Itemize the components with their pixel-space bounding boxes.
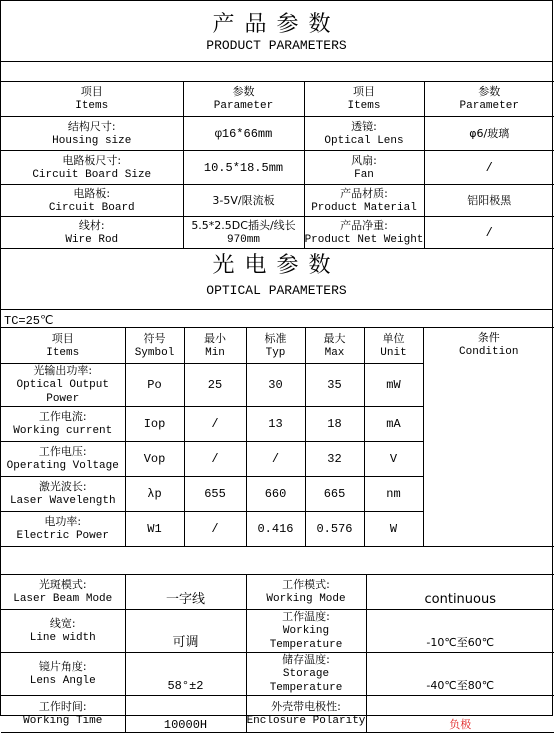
- item-cell: 工作时间: Working Time: [1, 696, 125, 733]
- mode-table: [1, 574, 554, 733]
- table-row: [1, 653, 554, 696]
- symbol-cell: Vop: [125, 442, 184, 477]
- symbol-cell: λp: [125, 477, 184, 512]
- typ-cell: 13: [246, 407, 305, 442]
- test-condition: TC=25℃: [4, 314, 54, 328]
- value-cell: 10.5*18.5mm: [183, 151, 304, 185]
- table-row: [1, 696, 554, 733]
- item-cell: 工作电压: Operating Voltage: [1, 442, 125, 477]
- typ-cell: /: [246, 442, 305, 477]
- table-row: [1, 151, 554, 185]
- value-cell: 58°±2: [125, 653, 246, 696]
- unit-cell: mA: [364, 407, 423, 442]
- product-title-en: PRODUCT PARAMETERS: [206, 38, 347, 53]
- product-table: [1, 81, 554, 249]
- max-cell: 665: [305, 477, 364, 512]
- symbol-cell: Po: [125, 364, 184, 407]
- item-cell: 镜片角度: Lens Angle: [1, 653, 125, 696]
- value-cell: φ16*66mm: [183, 117, 304, 151]
- divider: [1, 61, 552, 62]
- value-cell: 10000H: [125, 696, 246, 733]
- item-cell: 产品材质: Product Material: [304, 185, 424, 217]
- unit-cell: W: [364, 512, 423, 547]
- table-row: [1, 117, 554, 151]
- item-cell: 电路板: Circuit Board: [1, 185, 183, 217]
- item-cell: 结构尺寸: Housing size: [1, 117, 183, 151]
- item-cell: 工作温度: Working Temperature: [246, 610, 366, 653]
- item-cell: 工作电流: Working current: [1, 407, 125, 442]
- optical-table: [1, 327, 554, 547]
- item-cell: 电路板尺寸: Circuit Board Size: [1, 151, 183, 185]
- item-cell: 工作模式: Working Mode: [246, 575, 366, 610]
- item-cell: 光输出功率: Optical Output Power: [1, 364, 125, 407]
- table-header-row: [1, 82, 554, 117]
- item-cell: 光斑模式: Laser Beam Mode: [1, 575, 125, 610]
- max-cell: 0.576: [305, 512, 364, 547]
- item-cell: 线材: Wire Rod: [1, 217, 183, 249]
- item-cell: 产品净重: Product Net Weight: [304, 217, 424, 249]
- symbol-cell: Iop: [125, 407, 184, 442]
- header-cell: 项目 Items: [1, 328, 125, 364]
- unit-cell: mW: [364, 364, 423, 407]
- typ-cell: 0.416: [246, 512, 305, 547]
- min-cell: /: [184, 512, 246, 547]
- table-header-row: [1, 328, 554, 364]
- max-cell: 35: [305, 364, 364, 407]
- min-cell: 25: [184, 364, 246, 407]
- value-cell: -10℃至60℃: [366, 610, 554, 653]
- item-cell: 储存温度: Storage Temperature: [246, 653, 366, 696]
- item-cell: 透镜: Optical Lens: [304, 117, 424, 151]
- item-cell: 风扇: Fan: [304, 151, 424, 185]
- item-cell: 外壳带电极性: Enclosure Polarity: [246, 696, 366, 733]
- value-cell: continuous: [366, 575, 554, 610]
- product-title-zh: 产品参数: [212, 12, 341, 37]
- header-cell: 参数 Parameter: [424, 82, 554, 117]
- header-cell: 最小 Min: [184, 328, 246, 364]
- min-cell: /: [184, 442, 246, 477]
- item-cell: 线宽: Line width: [1, 610, 125, 653]
- header-cell: 项目 Items: [1, 82, 183, 117]
- typ-cell: 660: [246, 477, 305, 512]
- header-cell: 参数 Parameter: [183, 82, 304, 117]
- value-cell: -40℃至80℃: [366, 653, 554, 696]
- value-cell: 可调: [125, 610, 246, 653]
- header-cell: 单位 Unit: [364, 328, 423, 364]
- value-cell: /: [424, 217, 554, 249]
- polarity-value: 负极: [366, 696, 554, 733]
- typ-cell: 30: [246, 364, 305, 407]
- divider: [1, 309, 552, 310]
- min-cell: 655: [184, 477, 246, 512]
- value-cell: 5.5*2.5DC插头/线长 970mm: [183, 217, 304, 249]
- value-cell: 一字线: [125, 575, 246, 610]
- value-cell: φ6/玻璃: [424, 117, 554, 151]
- value-cell: /: [424, 151, 554, 185]
- header-cell: 符号 Symbol: [125, 328, 184, 364]
- header-cell: 条件 Condition: [423, 328, 554, 547]
- table-row: [1, 217, 554, 249]
- value-cell: 3-5V/限流板: [183, 185, 304, 217]
- min-cell: /: [184, 407, 246, 442]
- header-cell: 最大 Max: [305, 328, 364, 364]
- header-cell: 项目 Items: [304, 82, 424, 117]
- table-row: [1, 185, 554, 217]
- optical-title-zh: 光电参数: [212, 253, 341, 278]
- max-cell: 32: [305, 442, 364, 477]
- table-row: [1, 610, 554, 653]
- optical-title-en: OPTICAL PARAMETERS: [206, 283, 347, 298]
- item-cell: 电功率: Electric Power: [1, 512, 125, 547]
- max-cell: 18: [305, 407, 364, 442]
- symbol-cell: W1: [125, 512, 184, 547]
- value-cell: 铝阳极黑: [424, 185, 554, 217]
- table-row: [1, 575, 554, 610]
- unit-cell: V: [364, 442, 423, 477]
- item-cell: 激光波长: Laser Wavelength: [1, 477, 125, 512]
- unit-cell: nm: [364, 477, 423, 512]
- header-cell: 标准 Typ: [246, 328, 305, 364]
